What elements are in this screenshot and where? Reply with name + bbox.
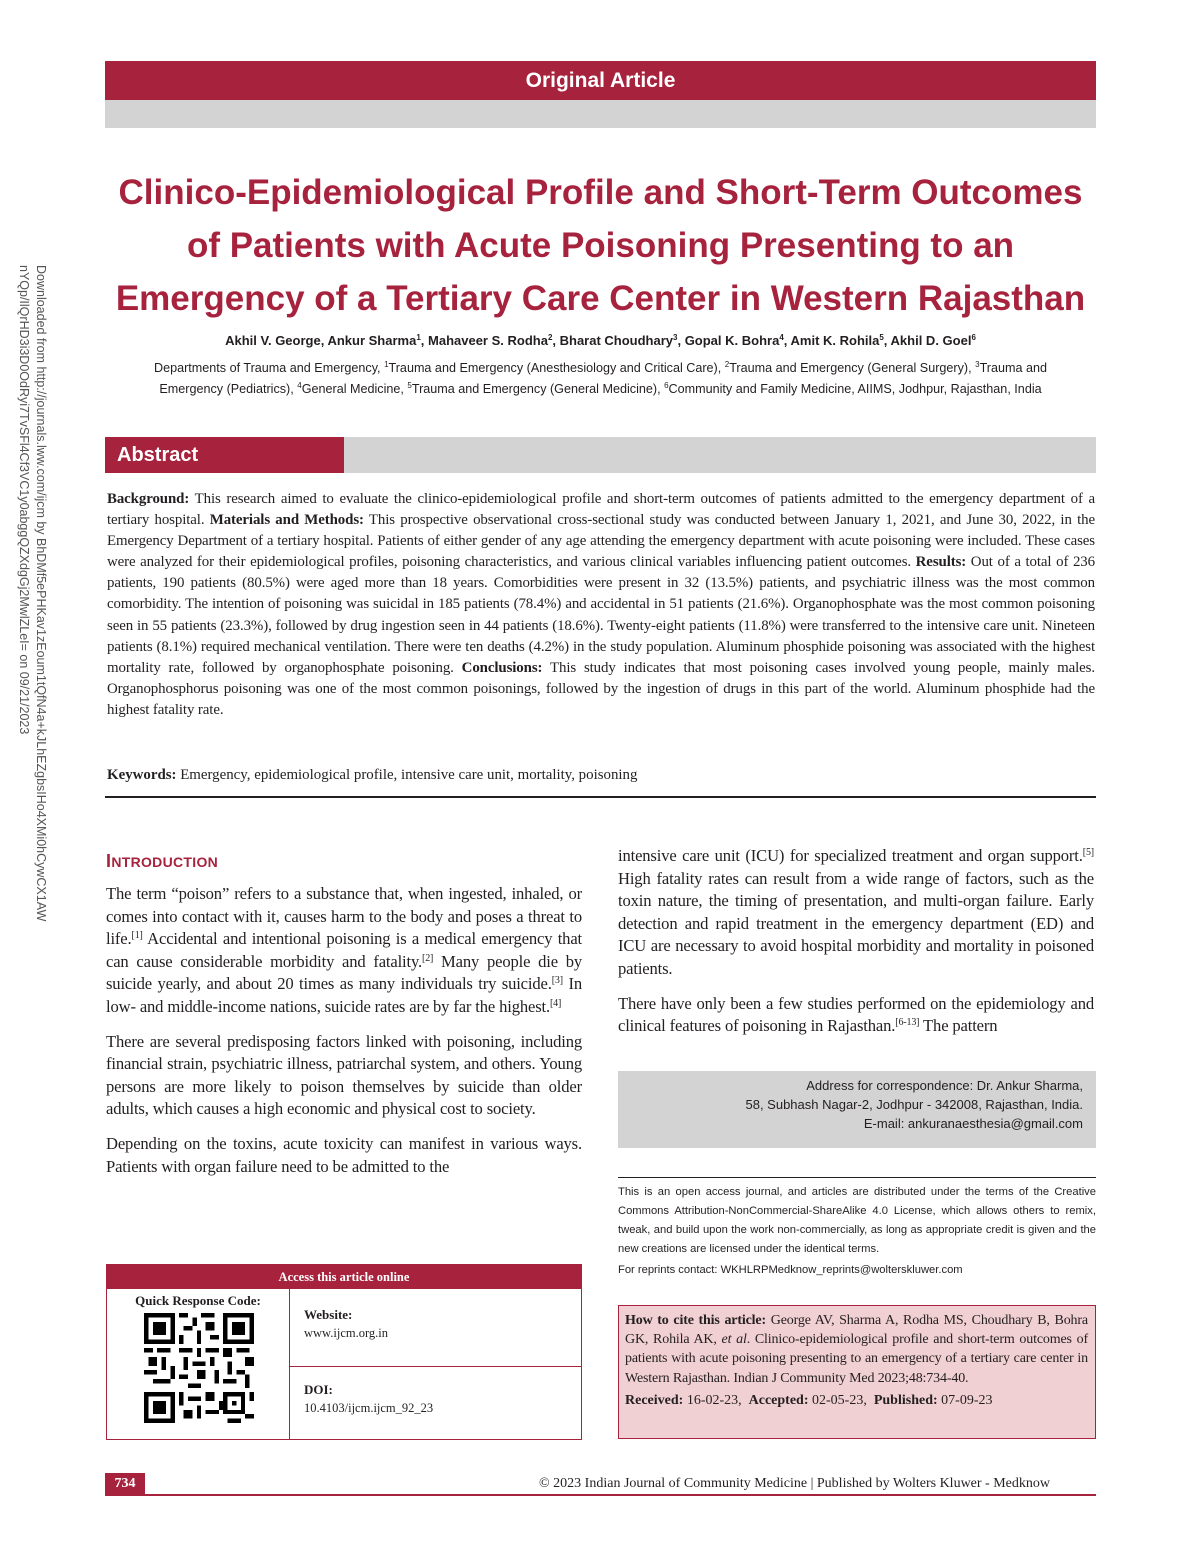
citation-dates: Received: 16-02-23, Accepted: 02-05-23, Published: 07-09-23: [625, 1392, 993, 1408]
correspondence-line-1: Address for correspondence: Dr. Ankur Sharma,: [806, 1078, 1083, 1093]
paragraph: The term “poison” refers to a substance that, when ingested, inhaled, or comes into contact with it, causes harm to the body and poses a threat to life.[1] Accidental and intentional poisoning is a medical emergency that can cause considerable morbidity and fatality.[2] Many people die by suicide yearly, and about 20 times as many individuals try suicide.[3] In low- and middle-income nations, suicide rates are by far the highest.[4]: [106, 884, 582, 1016]
website-link[interactable]: www.ijcm.org.in: [304, 1326, 389, 1340]
right-column: [618, 845, 1094, 1050]
author-1: Ankur Sharma: [327, 333, 417, 348]
access-online-box: [106, 1264, 582, 1440]
paragraph: There are several predisposing factors linked with poisoning, including financial strain, psychiatric illness, patriarchal system, and others. Young persons are more likely to poison themselves by suicide than older adults, which causes a high economic and physical cost to society.: [106, 1031, 582, 1119]
keywords: Keywords: Emergency, epidemiological profile, intensive care unit, mortality, poisoning: [107, 767, 638, 783]
doi-cell: [290, 1367, 581, 1439]
access-heading: Access this article online: [107, 1265, 581, 1289]
author-6: , Akhil D. Goel: [883, 333, 972, 348]
watermark-line-1: Downloaded from http://journals.lww.com/ijcm by BhDMf5ePHKav1zEoum1tQfN4a+kJLhEZgbsIHo4XMi0hCywCX1AW: [34, 265, 48, 922]
footer-rule: [105, 1494, 1096, 1496]
citation-box: [618, 1305, 1096, 1439]
reprints-contact[interactable]: For reprints contact: WKHLRPMedknow_reprints@wolterskluwer.com: [618, 1264, 963, 1276]
author-4: , Gopal K. Bohra: [677, 333, 780, 348]
correspondence-email[interactable]: E-mail: ankuranaesthesia@gmail.com: [863, 1116, 1083, 1131]
author-3: , Bharat Choudhary: [552, 333, 674, 348]
article-title: Clinico-Epidemiological Profile and Short-Term Outcomes of Patients with Acute Poisoning Presenting to an Emergency of a Tertiary Care Center in Western Rajasthan: [115, 173, 1086, 318]
footer-copyright: © 2023 Indian Journal of Community Medicine | Published by Wolters Kluwer - Medknow: [539, 1476, 1050, 1491]
citation-text: How to cite this article: George AV, Sharma A, Rodha MS, Choudhary B, Bohra GK, Rohila AK, et al. Clinico-epidemiological profile and short-term outcomes of patients with acute poisoning presenting to an emergency of a tertiary care center in Western Rajasthan. Indian J Community Med 2023;48:734-40.: [625, 1313, 1088, 1386]
website-label: Website:: [304, 1307, 353, 1322]
qr-cell: [107, 1289, 290, 1439]
watermark-line-2: nYQp/IlQrHD3i3D0OdRyi7TvSFl4Cf3VC1y0abggQZXdgGj2MwlZLeI= on 09/21/2023: [17, 265, 31, 735]
abstract-heading: Abstract: [117, 444, 199, 466]
article-type-label: Original Article: [525, 69, 676, 92]
license-notice: This is an open access journal, and articles are distributed under the terms of the Creative Commons Attribution-NonCommercial-ShareAlike 4.0 License, which allows others to remix, tweak, and build upon the work non-commercially, as long as appropriate credit is given and the new creations are licensed under the identical terms.: [618, 1186, 1096, 1255]
doi-label: DOI:: [304, 1382, 333, 1397]
banner-gray-strip: [105, 100, 1096, 128]
left-column: [106, 883, 582, 1190]
correspondence-box: [618, 1071, 1096, 1148]
abstract-tab: [105, 437, 344, 473]
qr-label: Quick Response Code:: [135, 1293, 261, 1308]
section-heading-introduction: INTRODUCTION: [106, 851, 219, 871]
paragraph: There have only been a few studies performed on the epidemiology and clinical features of poisoning in Rajasthan.[6-13] The pattern: [618, 993, 1094, 1036]
author-list: Akhil V. George, Ankur Sharma$^1$, Mahaveer S. Rodha$^2$, Bharat Choudhary$^3$, Gopal K. Bohra$^4$, Amit K. Rohila$^5$, Akhil D. Goel$^6$: [225, 333, 976, 348]
paragraph: Depending on the toxins, acute toxicity can manifest in various ways. Patients with organ failure need to be admitted to the: [106, 1133, 582, 1176]
author-2: , Mahaveer S. Rodha: [420, 333, 548, 348]
page-number: 734: [105, 1473, 145, 1495]
paragraph: intensive care unit (ICU) for specialized treatment and organ support.[5] High fatality rates can result from a wide range of factors, such as the toxin nature, the timing of presentation, and multi-organ failure. Early detection and rapid treatment in the emergency department (ED) and ICU are necessary to avoid hospital morbidity and mortality in poisoned patients.: [618, 846, 1094, 978]
website-cell: [290, 1289, 581, 1367]
article-type-banner: [105, 61, 1096, 100]
qr-code-icon[interactable]: [144, 1313, 254, 1423]
abstract-body: Background: This research aimed to evaluate the clinico-epidemiological profile and short-term outcomes of patients admitted to the emergency department of a tertiary hospital. Materials and Methods: This prospective observational cross-sectional study was conducted between January 1, 2021, and June 30, 2022, in the Emergency Department of a tertiary hospital. Patients of either gender of any age attending the emergency department with acute poisoning were included. These cases were analyzed for their epidemiological profiles, poisoning characteristics, and various clinical variables influencing patient outcomes. Results: Out of a total of 236 patients, 190 patients (80.5%) were aged more than 18 years. Comorbidities were present in 32 (13.5%) patients, and psychiatric illness was the most common comorbidity. The intention of poisoning was suicidal in 185 patients (78.4%) and accidental in 51 patients (21.6%). Organophosphate was the most common poisoning seen in 55 patients (23.3%), followed by drug ingestion seen in 44 patients (18.6%). Twenty-eight patients (11.8%) were transferred to the intensive care unit. Nineteen patients (8.1%) required mechanical ventilation. There were ten deaths (4.2%) in the study population. Aluminum phosphide poisoning was associated with the highest mortality rate, followed by organophosphate poisoning. Conclusions: This study indicates that most poisoning cases involved young people, mainly males. Organophosphorus poisoning was one of the most common poisonings, followed by the ingestion of drugs in this part of the world. Aluminum phosphide had the highest fatality rate.: [107, 491, 1095, 718]
divider: [105, 796, 1096, 798]
doi-link[interactable]: 10.4103/ijcm.ijcm_92_23: [304, 1401, 434, 1415]
download-watermark: [0, 0, 80, 1553]
author-5: , Amit K. Rohila: [783, 333, 880, 348]
author-0: Akhil V. George,: [225, 333, 328, 348]
correspondence-line-2: 58, Subhash Nagar-2, Jodhpur - 342008, Rajasthan, India.: [745, 1097, 1083, 1112]
divider: [618, 1177, 1096, 1178]
affiliations: Departments of Trauma and Emergency, $^1$Trauma and Emergency (Anesthesiology and Critical Care), $^2$Trauma and Emergency (General Surgery), $^3$Trauma and Emergency (Pediatrics), $^4$General Medicine, $^5$Trauma and Emergency (General Medicine), $^6$Community and Family Medicine, AIIMS, Jodhpur, Rajasthan, India: [154, 360, 1047, 396]
